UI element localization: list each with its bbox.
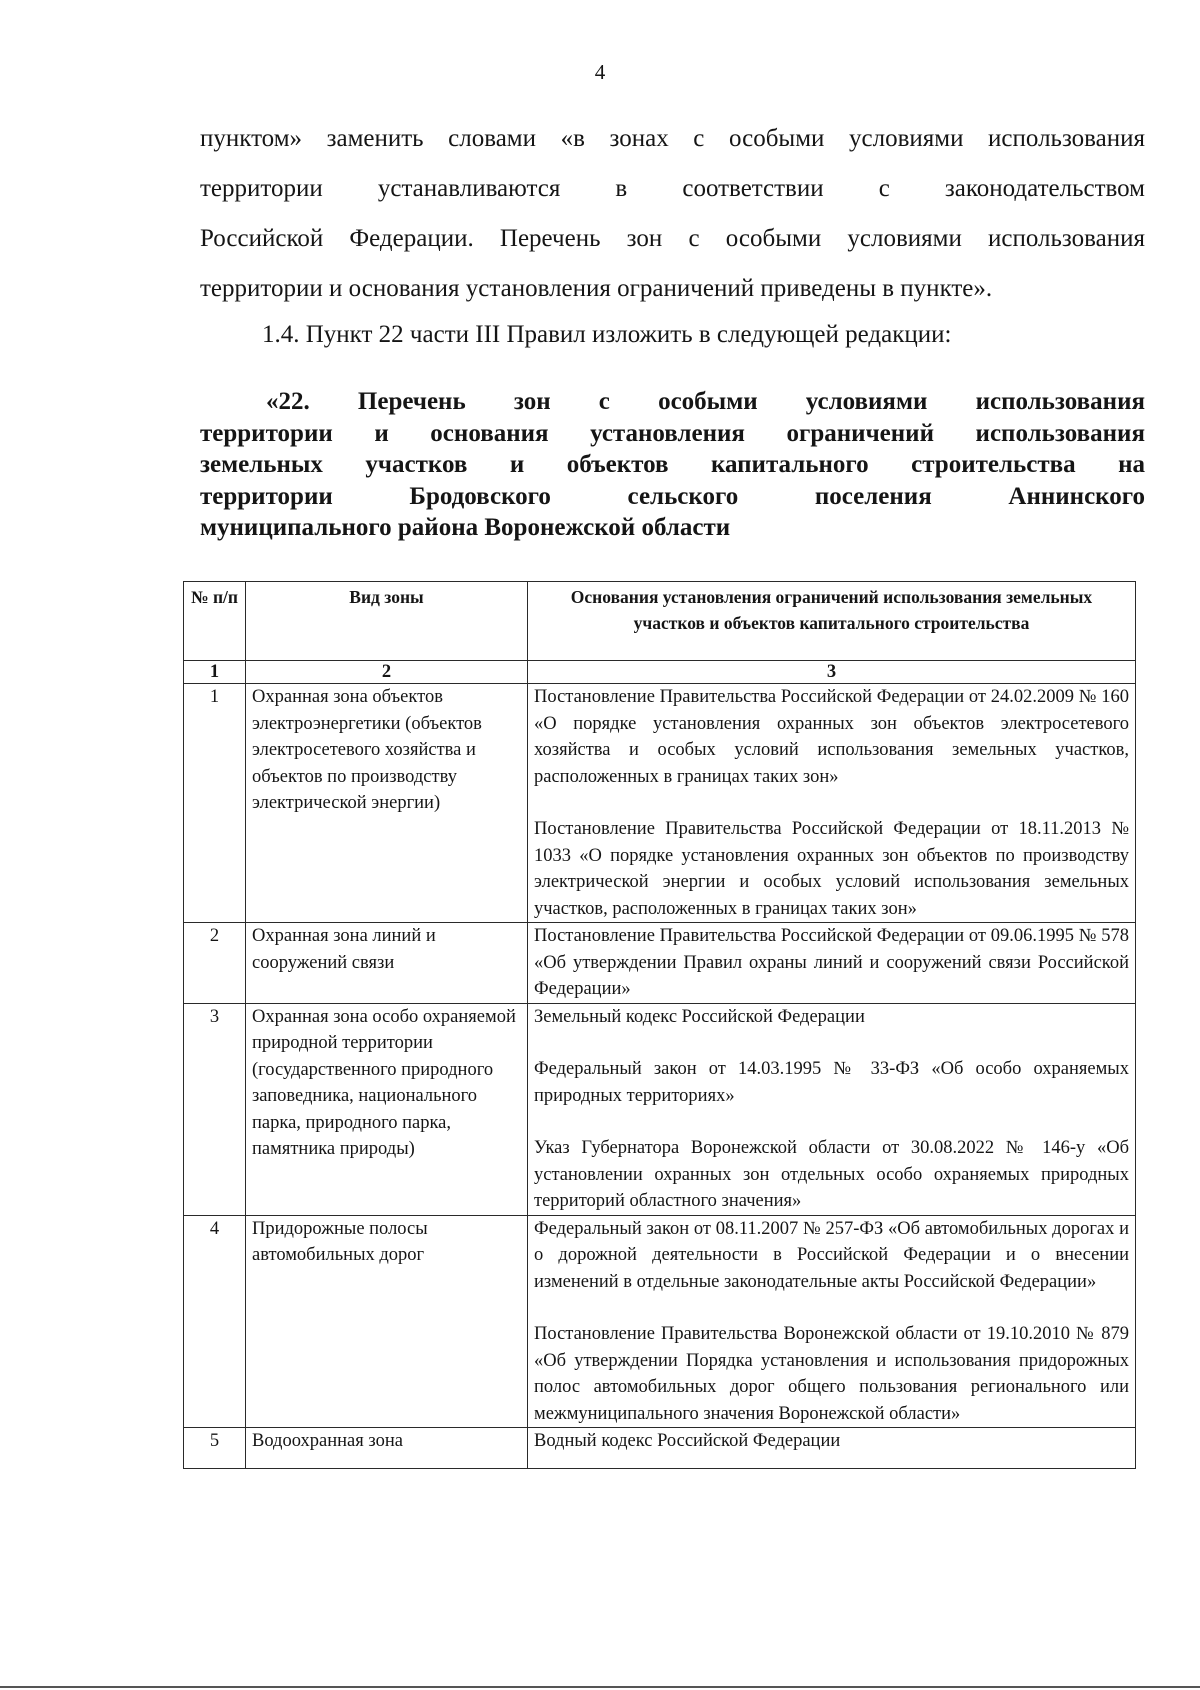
restriction-basis bbox=[528, 684, 1136, 923]
restriction-basis bbox=[528, 1003, 1136, 1215]
table-row bbox=[184, 923, 1136, 1004]
column-number: 2 bbox=[246, 661, 528, 684]
legal-act: Постановление Правительства Российской Федерации от 18.11.2013 № 1033 «О порядке установления охранных зон объектов по производству электрической энергии и особых условий использования земельных участков, расположенных в границах таких зон» bbox=[534, 819, 1129, 919]
column-number: 1 bbox=[184, 661, 246, 684]
restriction-basis bbox=[528, 1215, 1136, 1428]
row-number: 5 bbox=[184, 1428, 246, 1469]
zone-type: Придорожные полосы автомобильных дорог bbox=[246, 1215, 528, 1428]
zone-type: Охранная зона особо охраняемой природной территории (государственного природного заповедника, национального парка, природного парка, памятника природы) bbox=[246, 1003, 528, 1215]
legal-act: Водный кодекс Российской Федерации bbox=[534, 1431, 841, 1451]
heading-line: территории и основания установления ограничений использования bbox=[200, 419, 1145, 447]
column-numbers-row bbox=[184, 661, 1136, 684]
restriction-basis bbox=[528, 923, 1136, 1004]
legal-act: Указ Губернатора Воронежской области от 30.08.2022 № 146-у «Об установлении охранных зон отдельных особо охраняемых природных территорий областного значения» bbox=[534, 1138, 1129, 1211]
intro-line: Российской Федерации. Перечень зон с особыми условиями использования bbox=[200, 225, 1145, 252]
header-basis: Основания установления ограничений использования земельных участков и объектов капитального строительства bbox=[528, 582, 1136, 661]
amendment-paragraph: 1.4. Пункт 22 части III Правил изложить в следующей редакции: bbox=[262, 321, 952, 348]
heading-line: земельных участков и объектов капитального строительства на bbox=[200, 451, 1145, 478]
zone-type: Охранная зона объектов электроэнергетики (объектов электросетевого хозяйства и объектов по производству электрической энергии) bbox=[246, 684, 528, 923]
row-number: 1 bbox=[184, 684, 246, 923]
table-row bbox=[184, 1215, 1136, 1428]
zone-type: Водоохранная зона bbox=[246, 1428, 528, 1469]
row-number: 2 bbox=[184, 923, 246, 1004]
intro-line: пунктом» заменить словами «в зонах с особыми условиями использования bbox=[200, 125, 1145, 152]
heading-line: муниципального района Воронежской области bbox=[200, 514, 731, 541]
restriction-basis bbox=[528, 1428, 1136, 1469]
table-row bbox=[184, 1428, 1136, 1469]
zones-table bbox=[183, 581, 1136, 1469]
legal-act: Федеральный закон от 14.03.1995 № 33-ФЗ «Об особо охраняемых природных территориях» bbox=[534, 1059, 1129, 1106]
legal-act: Земельный кодекс Российской Федерации bbox=[534, 1006, 865, 1027]
header-zone: Вид зоны bbox=[246, 582, 528, 661]
heading-line: территории Бродовского сельского поселения Аннинского bbox=[200, 482, 1145, 510]
intro-line: территории и основания установления ограничений приведены в пункте». bbox=[200, 275, 993, 302]
header-num: № п/п bbox=[184, 582, 246, 661]
column-number: 3 bbox=[528, 661, 1136, 684]
legal-act: Федеральный закон от 08.11.2007 № 257-ФЗ «Об автомобильных дорогах и о дорожной деятельности в Российской Федерации и о внесении изменений в отдельные законодательные акты Российской Федерации» bbox=[534, 1218, 1129, 1292]
legal-act: Постановление Правительства Воронежской области от 19.10.2010 № 879 «Об утверждении Порядка установления и использования придорожных полос автомобильных дорог общего пользования регионального или межмуниципального значения Воронежской области» bbox=[534, 1324, 1129, 1424]
row-number: 4 bbox=[184, 1215, 246, 1428]
section-heading bbox=[200, 386, 1145, 544]
scan-edge-line bbox=[0, 1686, 1200, 1688]
intro-line: территории устанавливаются в соответствии с законодательством bbox=[200, 175, 1145, 202]
intro-paragraph bbox=[200, 114, 1145, 314]
legal-act: Постановление Правительства Российской Федерации от 09.06.1995 № 578 «Об утверждении Правил охраны линий и сооружений связи Российской Федерации» bbox=[534, 926, 1129, 999]
row-number: 3 bbox=[184, 1003, 246, 1215]
table-header-row bbox=[184, 582, 1136, 661]
zone-type: Охранная зона линий и сооружений связи bbox=[246, 923, 528, 1004]
table-row bbox=[184, 1003, 1136, 1215]
legal-act: Постановление Правительства Российской Федерации от 24.02.2009 № 160 «О порядке установления охранных зон объектов электросетевого хозяйства и особых условий использования земельных участков, расположенных в границах таких зон» bbox=[534, 687, 1129, 787]
table-row bbox=[184, 684, 1136, 923]
heading-line: «22. Перечень зон с особыми условиями использования bbox=[266, 388, 1145, 415]
page-number: 4 bbox=[594, 60, 606, 84]
